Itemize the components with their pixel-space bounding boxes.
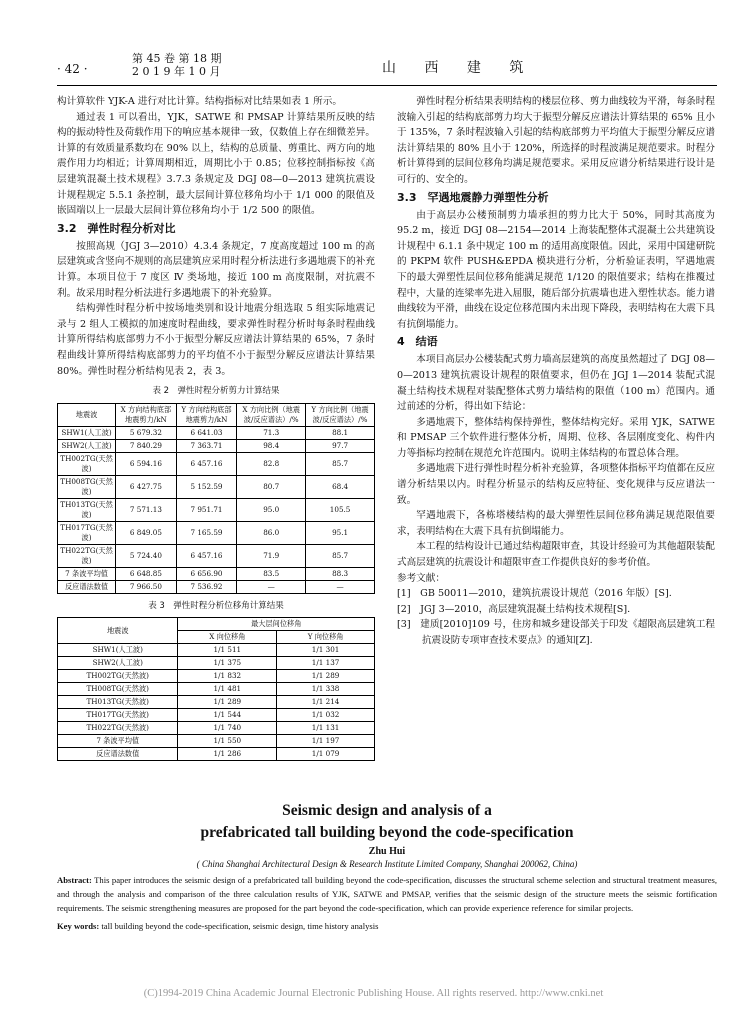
table-row [58, 644, 375, 657]
table-row [58, 683, 375, 696]
table-cell: 6 648.85 [116, 567, 177, 580]
table-cell: 7 571.13 [116, 498, 177, 521]
reference-item: [1] GB 50011—2010，建筑抗震设计规范（2016 年版）[S]. [397, 588, 672, 600]
table-cell: 1/1 511 [178, 644, 277, 657]
table-cell: 6 849.05 [116, 521, 177, 544]
table-row [58, 670, 375, 683]
table-cell: 1/1 481 [178, 683, 277, 696]
issue-info [132, 52, 221, 78]
paragraph: 按照高规（JGJ 3—2010）4.3.4 条规定，7 度高度超过 100 m 的高层建筑或含竖向不规则的高层建筑应采用时程分析法进行多遇地震下的补充计算。本项目位于 7 度区 Ⅳ 类场地，接近 100 m 高度限制，对抗震不利。故采用时程分析法进行多遇地震下的补充验算。 [57, 240, 375, 299]
table-cell: 6 457.16 [176, 544, 236, 567]
table-cell: 7 966.50 [116, 580, 177, 593]
table-cell: 7 165.59 [176, 521, 236, 544]
table2-header-cell: 地震波 [58, 403, 116, 426]
section-heading: 3.2 弹性时程分析对比 [57, 221, 176, 235]
header-rule [57, 85, 717, 86]
table-cell: 6 427.75 [116, 475, 177, 498]
table3-header-x: X 向位移角 [178, 631, 277, 644]
table-cell: 7 363.71 [176, 439, 236, 452]
table3 [57, 617, 375, 761]
table-row [58, 452, 375, 475]
right-column [397, 94, 715, 649]
paragraph: 本项目高层办公楼装配式剪力墙高层建筑的高度虽然超过了 DGJ 08—0—2013 建筑抗震设计规程的限值要求，但仍在 JGJ 1—2014 装配式混凝土结构技术规程对装配整体式剪力墙结构的限值（100 m）范围内。通过前述的分析，得出如下结论： [397, 354, 715, 413]
table-cell: — [237, 580, 306, 593]
table-cell: 1/1 550 [178, 735, 277, 748]
table-cell: 71.3 [237, 426, 306, 439]
references-title: 参考文献： [397, 572, 445, 584]
paragraph: 本工程的结构设计已通过结构超限审查，其设计经验可为其他超限装配式高层建筑的抗震设计和超限审查工作提供良好的参考价值。 [397, 541, 715, 569]
table-cell: 1/1 214 [277, 696, 375, 709]
table-cell: 反应谱法数值 [58, 580, 116, 593]
table-row [58, 735, 375, 748]
table-cell: 86.0 [237, 521, 306, 544]
table-cell: 6 594.16 [116, 452, 177, 475]
table2-caption: 表 2 弹性时程分析剪力计算结果 [152, 386, 280, 397]
left-column [57, 94, 375, 761]
table-cell: 1/1 832 [178, 670, 277, 683]
running-header [57, 52, 717, 82]
table-cell: 85.7 [306, 452, 375, 475]
table-row [58, 498, 375, 521]
table-cell: TH008TG(天然波) [58, 683, 178, 696]
table-cell: 5 152.59 [176, 475, 236, 498]
table-row [58, 696, 375, 709]
english-title-line2: prefabricated tall building beyond the code-specification [200, 824, 574, 841]
section-heading: 4 结语 [397, 335, 438, 349]
table-cell: 85.7 [306, 544, 375, 567]
table-row [58, 475, 375, 498]
table-cell: 1/1 544 [178, 709, 277, 722]
table-cell: 1/1 338 [277, 683, 375, 696]
table-cell: TH022TG(天然波) [58, 722, 178, 735]
table3-header-y: Y 向位移角 [277, 631, 375, 644]
table-row [58, 426, 375, 439]
table-cell: 95.0 [237, 498, 306, 521]
table-cell: 68.4 [306, 475, 375, 498]
table-cell: 7 条波平均值 [58, 567, 116, 580]
table-cell: 88.3 [306, 567, 375, 580]
table-cell: SHW2(人工波) [58, 657, 178, 670]
table-cell: 1/1 740 [178, 722, 277, 735]
table-cell: 1/1 137 [277, 657, 375, 670]
table-cell: 1/1 301 [277, 644, 375, 657]
english-title [57, 800, 717, 844]
table3-caption: 表 3 弹性时程分析位移角计算结果 [148, 600, 284, 611]
paragraph: 由于高层办公楼预制剪力墙承担的剪力比大于 50%，同时其高度为 95.2 m，接近 DGJ 08—2154—2014 上海装配整体式混凝土公共建筑设计规程中 6.1.1 条中规定 100 m 的适用高度限值。因此，采用中国建研院的 PKPM 软件 PUSH&EPDA 模块进行分析，分析验证表明，罕遇地震下的最大弹塑性层间位移角能满足规范 1/120 的限值要求；结构在推覆过程中，大量的连梁率先进入屈服，随后部分抗震墙也进入塑性状态。能力谱曲线较为平滑，曲线在设定位移范围内未出现下降段，表明结构在大震下具有抗倒塌能力。 [397, 209, 715, 330]
table-cell: SHW1(人工波) [58, 644, 178, 657]
section-heading: 3.3 罕遇地震静力弹塑性分析 [397, 190, 549, 204]
paragraph: 通过表 1 可以看出，YJK，SATWE 和 PMSAP 计算结果所反映的结构的振动特性及荷载作用下的响应基本规律一致，仅数值上存在细微差异。计算的有效质量系数均在 90% 以上，结构的总质量、剪重比、两方向的地震作用力均相近；计算周期相近，周期比小于 0.85；位移控制指标按《高层建筑混凝土技术规程》3.7.3 条规定及 DGJ 08—0—2013 建筑抗震设计规程规定 5.5.1 条控制，最大层间计算位移角均小于 1/1 000 的限值及嵌固端以上一层最大层间计算位移角均小于 1/2 500 的限值。 [57, 111, 375, 217]
table-cell: 105.5 [306, 498, 375, 521]
table-cell: 1/1 197 [277, 735, 375, 748]
table-cell: 1/1 375 [178, 657, 277, 670]
table-cell: 7 536.92 [176, 580, 236, 593]
table-cell: TH013TG(天然波) [58, 696, 178, 709]
table-cell: 1/1 032 [277, 709, 375, 722]
copyright-footer: (C)1994-2019 China Academic Journal Electronic Publishing House. All rights reserved. http://www.cnki.net [143, 988, 604, 999]
reference-item: [2] JGJ 3—2010，高层建筑混凝土结构技术规程[S]. [397, 603, 631, 615]
table-cell: 82.8 [237, 452, 306, 475]
table-cell: 97.7 [306, 439, 375, 452]
references-list [397, 586, 715, 648]
table-row [58, 544, 375, 567]
table-cell: 1/1 289 [178, 696, 277, 709]
table-row [58, 748, 375, 761]
table-cell: TH002TG(天然波) [58, 670, 178, 683]
table2-header-cell: X 方向结构底部地震剪力/kN [116, 403, 177, 426]
english-abstract-block [57, 800, 717, 933]
table-cell: 7 840.29 [116, 439, 177, 452]
table-cell: 6 457.16 [176, 452, 236, 475]
table-cell: TH017TG(天然波) [58, 709, 178, 722]
table-row [58, 439, 375, 452]
abstract-text: This paper introduces the seismic design of a prefabricated tall building beyond the code-specification, discusses the structural scheme selection and structural treatment measures, and through the analysis and comparison of the three calculation results of YJK, SATWE and PMSAP, verifies that the seismic design of the structure meets the seismic fortification requirements. The seismic strengthening measures are proposed for the part beyond the code-specification, which can provide experience reference for similar projects. [57, 875, 717, 913]
table-row [58, 580, 375, 593]
table-row [58, 709, 375, 722]
table-cell: 7 条波平均值 [58, 735, 178, 748]
table-cell: 1/1 286 [178, 748, 277, 761]
english-title-line1: Seismic design and analysis of a [282, 802, 492, 819]
volume-issue: 第 45 卷 第 18 期 [132, 52, 222, 65]
table-cell: 98.4 [237, 439, 306, 452]
table-cell: 7 951.71 [176, 498, 236, 521]
table-cell: 83.5 [237, 567, 306, 580]
table-cell: 95.1 [306, 521, 375, 544]
table-cell: 1/1 079 [277, 748, 375, 761]
paragraph: 弹性时程分析结果表明结构的楼层位移、剪力曲线较为平滑，每条时程波输入引起的结构底部剪力均大于振型分解反应谱法计算结果的 65% 且小于 135%，7 条时程波输入引起的结构底部剪力平均值大于振型分解反应谱法计算结果的 80% 且小于 120%，所选择的时程波满足规范要求。时程分析计算得到的层间位移角均满足规范要求。采用反应谱分析结果进行设计是可行的、安全的。 [397, 96, 715, 185]
table3-header-wave: 地震波 [58, 618, 178, 644]
table-row [58, 567, 375, 580]
table-row [58, 657, 375, 670]
english-abstract [57, 873, 717, 915]
english-author: Zhu Hui [368, 846, 406, 857]
abstract-label: Abstract: [57, 875, 92, 885]
table-cell: SHW1(人工波) [58, 426, 116, 439]
keywords-label: Key words: [57, 921, 100, 931]
table-row [58, 521, 375, 544]
table-cell: 反应谱法数值 [58, 748, 178, 761]
table-row [58, 722, 375, 735]
table-cell: 80.7 [237, 475, 306, 498]
paragraph: 多遇地震下，整体结构保持弹性，整体结构完好。采用 YJK，SATWE 和 PMSAP 三个软件进行整体分析，周期、位移、各层刚度变化、构件内力等指标均控制在规范允许范围内。说明主体结构的布置总体合理。 [397, 416, 715, 459]
table-cell: TH008TG(天然波) [58, 475, 116, 498]
table-cell: 71.9 [237, 544, 306, 567]
table-cell: 6 641.03 [176, 426, 236, 439]
table2-header-cell: Y 方向结构底部地震剪力/kN [176, 403, 236, 426]
journal-name: 山 西 建 筑 [382, 60, 536, 76]
paragraph: 结构弹性时程分析中按场地类别和设计地震分组选取 5 组实际地震记录与 2 组人工模拟的加速度时程曲线，要求弹性时程分析时每条时程曲线计算所得结构底部剪力不小于振型分解反应谱法计算结果的 65%，7 条时程曲线计算所得结构底部剪力的平均值不小于振型分解反应谱法计算结果 80%。弹性时程分析结构见表 2，表 3。 [57, 303, 375, 377]
table-cell: — [306, 580, 375, 593]
table2 [57, 403, 375, 594]
paragraph: 构计算软件 YJK-A 进行对比计算。结构指标对比结果如表 1 所示。 [57, 96, 342, 107]
table-cell: TH002TG(天然波) [58, 452, 116, 475]
paragraph: 罕遇地震下，各栋塔楼结构的最大弹塑性层间位移角满足规范限值要求，表明结构在大震下具有抗倒塌能力。 [397, 510, 715, 537]
table-cell: 5 724.40 [116, 544, 177, 567]
page-number: · 42 · [57, 62, 88, 76]
table3-header-group: 最大层间位移角 [178, 618, 375, 631]
table2-header-cell: Y 方向比例（地震波/反应谱法）/% [306, 403, 375, 426]
table2-header-cell: X 方向比例（地震波/反应谱法）/% [237, 403, 306, 426]
reference-item: [3] 建质[2010]109 号，住房和城乡建设部关于印发《超限高层建筑工程抗震设防专项审查技术要点》的通知[Z]. [397, 619, 715, 646]
table-cell: 1/1 131 [277, 722, 375, 735]
table-cell: 1/1 289 [277, 670, 375, 683]
table-cell: TH013TG(天然波) [58, 498, 116, 521]
table-cell: 5 679.32 [116, 426, 177, 439]
table-cell: SHW2(人工波) [58, 439, 116, 452]
english-affiliation: ( China Shanghai Architectural Design & Research Institute Limited Company, Shanghai 200062, China) [196, 859, 578, 869]
issue-date: 2 0 1 9 年 1 0 月 [132, 65, 221, 78]
english-keywords [57, 919, 717, 933]
table-cell: TH022TG(天然波) [58, 544, 116, 567]
paragraph: 多遇地震下进行弹性时程分析补充验算，各项整体指标平均值都在反应谱分析结果以内。时程分析显示的结构反应特征、变化规律与反应谱法一致。 [397, 463, 715, 506]
table-cell: TH017TG(天然波) [58, 521, 116, 544]
table-cell: 6 656.90 [176, 567, 236, 580]
keywords-text: tall building beyond the code-specification, seismic design, time history analysis [99, 921, 379, 931]
table-cell: 88.1 [306, 426, 375, 439]
